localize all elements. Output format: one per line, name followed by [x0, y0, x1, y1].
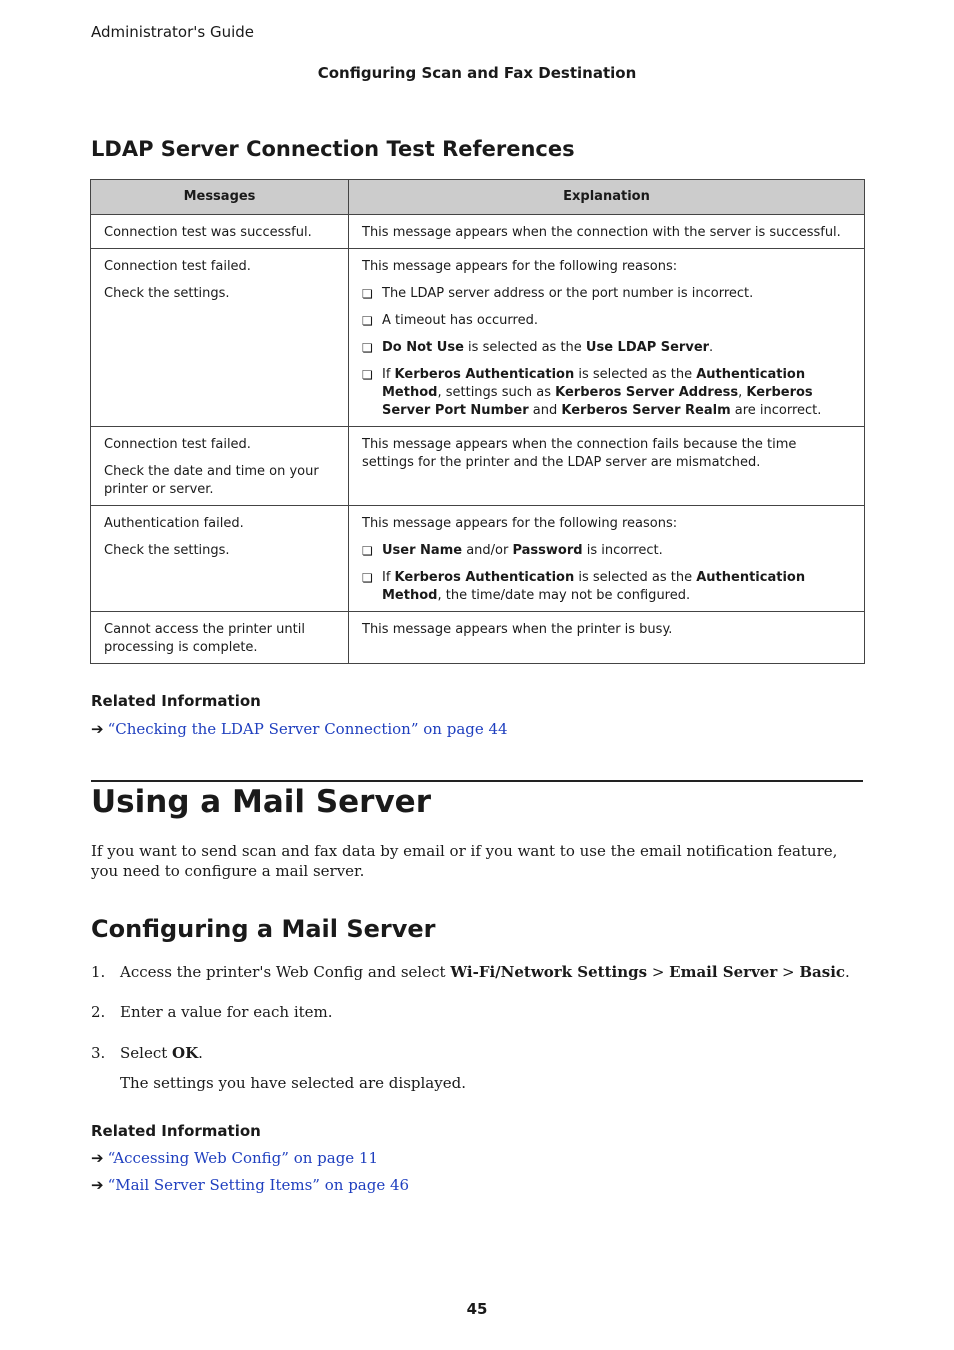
reason-list [362, 542, 852, 605]
bold-text: Use LDAP Server [585, 340, 710, 355]
chapter-title: Configuring Scan and Fax Destination [317, 64, 637, 82]
bold-text: Password [512, 543, 583, 558]
reason-item [362, 285, 852, 303]
message-text: Connection test was successful. [104, 225, 312, 240]
text-run: . [845, 963, 850, 981]
related-link-row [91, 720, 508, 738]
message-text: Check the settings. [104, 286, 230, 301]
text-run: > [777, 963, 800, 981]
message-text: Check the settings. [104, 543, 230, 558]
message-text: Connection test failed. [104, 259, 251, 274]
table-row [91, 506, 865, 612]
message-cell [91, 612, 349, 664]
bold-text: Authentication Method [382, 367, 806, 400]
step-number: 1. [91, 963, 106, 981]
text-run: and/or [462, 543, 513, 558]
guide-title: Administrator's Guide [91, 23, 255, 41]
explanation-text: This message appears when the connection with the server is successful. [362, 225, 841, 240]
message-text: Cannot access the printer until processing is complete. [104, 622, 305, 655]
arrow-right-icon: ➔ [91, 720, 104, 738]
reason-item [362, 569, 852, 605]
text-run: If [382, 367, 395, 382]
step-3-note: The settings you have selected are displayed. [120, 1074, 466, 1092]
text-run: . [709, 340, 714, 355]
text-run: are incorrect. [730, 403, 822, 418]
reason-item [362, 339, 852, 357]
step-text [120, 1003, 333, 1021]
text-run: Enter a value for each item. [120, 1003, 333, 1021]
text-run: . [198, 1044, 203, 1062]
text-run: and [528, 403, 562, 418]
explanation-cell [349, 612, 865, 664]
text-run: If [382, 570, 395, 585]
ldap-section-heading: LDAP Server Connection Test References [91, 137, 575, 161]
table-row [91, 215, 865, 249]
related-link[interactable]: “Checking the LDAP Server Connection” on page 44 [107, 720, 508, 738]
header-explanation: Explanation [349, 180, 865, 215]
table-row [91, 249, 865, 427]
bold-text: Basic [799, 963, 846, 981]
explanation-cell [349, 215, 865, 249]
text-run: The LDAP server address or the port number is incorrect. [382, 286, 754, 301]
text-run: Select [120, 1044, 173, 1062]
reason-item [362, 542, 852, 560]
text-run: > [647, 963, 670, 981]
explanation-text: This message appears when the connection fails because the time settings for the printer and the LDAP server are mismatched. [362, 437, 797, 470]
explanation-cell [349, 427, 865, 506]
table-header-row [91, 180, 865, 215]
text-run: , the time/date may not be configured. [437, 588, 691, 603]
bold-text: Wi-Fi/Network Settings [450, 963, 648, 981]
bold-text: Kerberos Authentication [394, 367, 575, 382]
step-number: 3. [91, 1044, 106, 1062]
section-divider [91, 780, 863, 782]
bold-text: Kerberos Authentication [394, 570, 575, 585]
related-link[interactable]: “Accessing Web Config” on page 11 [107, 1149, 379, 1167]
step-number: 2. [91, 1003, 106, 1021]
config-section-heading: Configuring a Mail Server [91, 915, 436, 943]
table-row [91, 427, 865, 506]
message-cell [91, 427, 349, 506]
related-information-heading: Related Information [91, 1122, 261, 1140]
text-run: is incorrect. [582, 543, 663, 558]
step-text [120, 1044, 203, 1062]
message-cell [91, 506, 349, 612]
text-run: is selected as the [574, 367, 697, 382]
text-run: , [738, 385, 747, 400]
related-link[interactable]: “Mail Server Setting Items” on page 46 [107, 1176, 410, 1194]
bold-text: User Name [382, 543, 463, 558]
bold-text: OK [172, 1044, 199, 1062]
bold-text: Kerberos Server Port Number [382, 385, 813, 418]
explanation-cell [349, 249, 865, 427]
related-link-row [91, 1176, 409, 1194]
reason-list [362, 285, 852, 420]
mail-section-heading: Using a Mail Server [91, 784, 431, 820]
text-run: Access the printer's Web Config and select [120, 963, 451, 981]
bold-text: Authentication Method [382, 570, 806, 603]
message-cell [91, 249, 349, 427]
message-text: Connection test failed. [104, 437, 251, 452]
explanation-text: This message appears when the printer is busy. [362, 622, 673, 637]
text-run: is selected as the [574, 570, 697, 585]
arrow-right-icon: ➔ [91, 1149, 104, 1167]
page-number: 45 [466, 1300, 488, 1318]
related-link-row [91, 1149, 378, 1167]
message-text: Check the date and time on your printer or server. [104, 464, 319, 497]
message-cell [91, 215, 349, 249]
explanation-cell [349, 506, 865, 612]
text-run: A timeout has occurred. [382, 313, 538, 328]
mail-section-body: If you want to send scan and fax data by email or if you want to use the email notification feature, you need to configure a mail server. [91, 842, 838, 880]
arrow-right-icon: ➔ [91, 1176, 104, 1194]
header-messages: Messages [91, 180, 349, 215]
ldap-test-table [90, 179, 865, 664]
reason-item [362, 366, 852, 420]
step-1 [91, 963, 850, 981]
text-run: is selected as the [463, 340, 586, 355]
explanation-text: This message appears for the following reasons: [362, 516, 678, 531]
bold-text: Kerberos Server Realm [561, 403, 731, 418]
bold-text: Do Not Use [382, 340, 464, 355]
step-3 [91, 1044, 203, 1062]
related-information-heading: Related Information [91, 692, 261, 710]
explanation-text: This message appears for the following reasons: [362, 259, 678, 274]
bold-text: Kerberos Server Address [555, 385, 739, 400]
step-text [120, 963, 850, 981]
reason-item [362, 312, 852, 330]
text-run: , settings such as [437, 385, 556, 400]
step-2 [91, 1003, 333, 1021]
bold-text: Email Server [669, 963, 778, 981]
table-row [91, 612, 865, 664]
message-text: Authentication failed. [104, 516, 244, 531]
